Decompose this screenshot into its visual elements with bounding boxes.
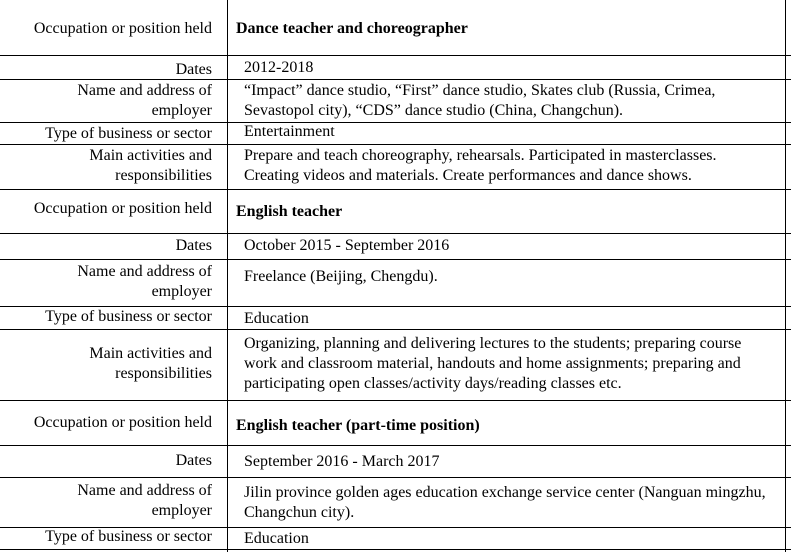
employer-label — [77, 81, 212, 121]
row-divider — [0, 233, 791, 234]
activities-label-line-2: responsibilities — [115, 365, 212, 382]
employer-label-line-2: employer — [151, 102, 212, 119]
row-divider — [0, 329, 791, 330]
row-divider — [0, 189, 791, 190]
occupation-title: English teacher (part-time position) — [236, 417, 480, 434]
dates-label: Dates — [175, 237, 212, 254]
occupation-label: Occupation or position held — [33, 20, 212, 37]
row-divider — [0, 259, 791, 260]
sector-value: Education — [244, 310, 309, 327]
row-divider — [0, 477, 791, 478]
employer-label — [77, 481, 212, 521]
activities-label — [89, 344, 212, 384]
sector-value: Education — [244, 530, 309, 547]
sector-value: Entertainment — [244, 123, 335, 140]
row-divider — [0, 79, 791, 80]
employer-value: Freelance (Beijing, Chengdu). — [244, 268, 438, 285]
dates-value: October 2015 - September 2016 — [244, 237, 450, 254]
sector-label: Type of business or sector — [45, 528, 212, 545]
employer-label-line-2: employer — [151, 283, 212, 300]
dates-value: September 2016 - March 2017 — [244, 453, 440, 470]
divider-right-edge — [785, 0, 786, 552]
employer-label — [77, 262, 212, 302]
sector-label: Type of business or sector — [45, 308, 212, 325]
employer-label-line-1: Name and address of — [77, 263, 212, 280]
employer-label-line-1: Name and address of — [77, 82, 212, 99]
row-divider — [0, 55, 791, 56]
activities-value: Organizing, planning and delivering lectures to the students; preparing course work and classroom material, handouts and home assignments; preparing and participating open classes/activity days/reading classes etc. — [244, 335, 742, 392]
activities-label-line-2: responsibilities — [115, 167, 212, 184]
row-divider — [0, 400, 791, 401]
activities-label — [89, 146, 212, 186]
dates-value: 2012-2018 — [244, 59, 314, 76]
dates-label: Dates — [175, 61, 212, 78]
activities-label-line-1: Main activities and — [89, 147, 212, 164]
occupation-label: Occupation or position held — [33, 200, 212, 217]
employer-value: “Impact” dance studio, “First” dance studio, Skates club (Russia, Crimea, Sevastopol city), “CDS” dance studio (China, Changchun). — [244, 82, 716, 119]
row-divider — [0, 144, 791, 145]
activities-label-line-1: Main activities and — [89, 345, 212, 362]
employer-label-line-1: Name and address of — [77, 482, 212, 499]
row-divider — [0, 549, 791, 550]
occupation-title: Dance teacher and choreographer — [236, 20, 468, 37]
row-divider — [0, 445, 791, 446]
occupation-title: English teacher — [236, 203, 343, 220]
activities-value: Prepare and teach choreography, rehearsals. Participated in masterclasses. Creating videos and materials. Create performances and dance shows. — [244, 147, 717, 184]
occupation-label: Occupation or position held — [33, 414, 212, 431]
sector-label: Type of business or sector — [45, 125, 212, 142]
divider-left-column — [227, 0, 228, 552]
dates-label: Dates — [175, 452, 212, 469]
employer-label-line-2: employer — [151, 502, 212, 519]
employer-value: Jilin province golden ages education exchange service center (Nanguan mingzhu, Changchun city). — [244, 484, 766, 521]
